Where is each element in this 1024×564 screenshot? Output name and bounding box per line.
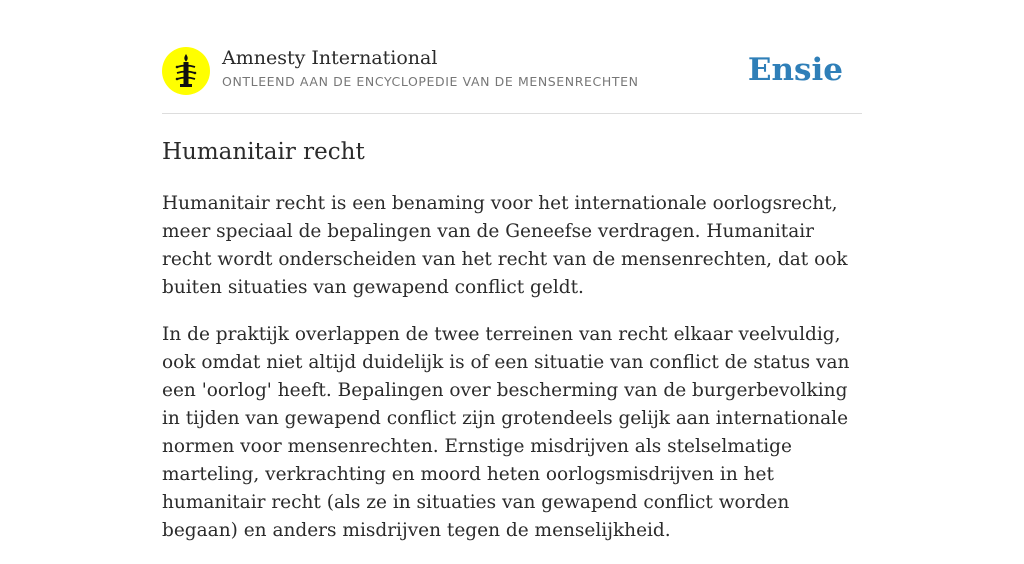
header-divider — [162, 113, 862, 114]
page — [162, 0, 862, 541]
source-header — [162, 46, 862, 96]
ensie-logo[interactable]: Ensie — [747, 52, 843, 88]
article-paragraph: In de praktijk overlappen de twee terreinen van recht elkaar veelvuldig, ook omdat niet altijd duidelijk is of een situatie van conflict de status van een 'oorlog' heeft. Bepalingen over bescherming van de burgerbevolking in tijden van gewapend conflict zijn grotendeels gelijk aan internationale normen voor mensenrechten. Ernstige misdrijven als stelselmatige marteling, verkrachting en moord heten oorlogsmisdrijven in het humanitair recht (als ze in situaties van gewapend conflict worden begaan) en anders misdrijven tegen de menselijkheid. — [162, 324, 850, 541]
article-body — [162, 190, 862, 564]
article-paragraph: Humanitair recht is een benaming voor het internationale oorlogsrecht, meer speciaal de bepalingen van de Geneefse verdragen. Humanitair recht wordt onderscheiden van het recht van de mensenrechten, dat ook buiten situaties van gewapend conflict geldt. — [162, 193, 848, 298]
amnesty-logo-icon[interactable] — [162, 47, 210, 95]
article-title: Humanitair recht — [162, 139, 365, 165]
source-subtitle: ONTLEEND AAN DE ENCYCLOPEDIE VAN DE MENSENRECHTEN — [222, 74, 639, 89]
source-title[interactable]: Amnesty International — [222, 47, 438, 69]
